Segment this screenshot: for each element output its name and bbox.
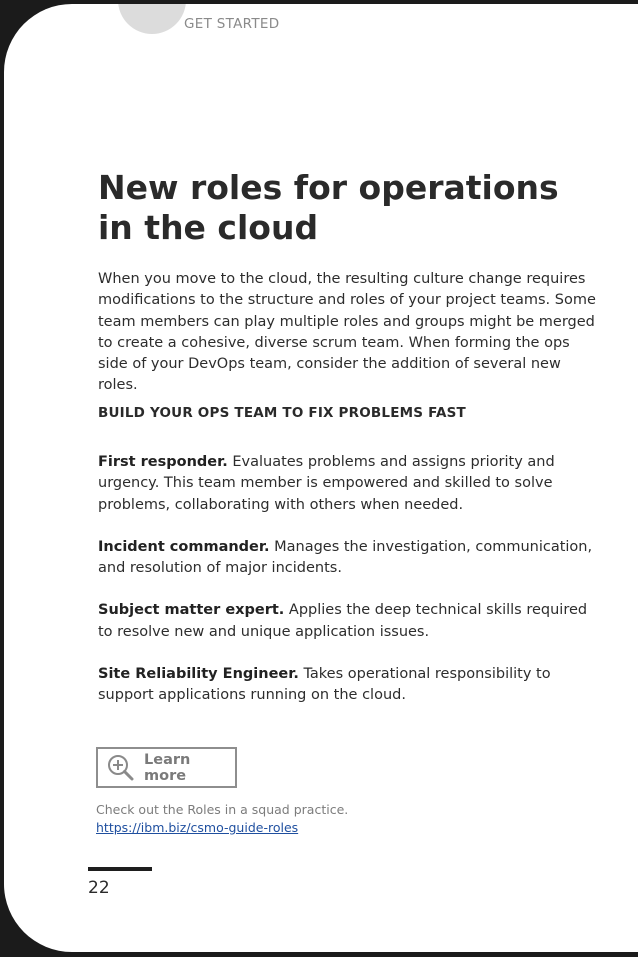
role-description: Takes operational responsibility to support applications running on the cloud.	[98, 666, 551, 704]
section-tab-circle	[118, 4, 186, 34]
roles-list	[98, 452, 598, 728]
learn-more-label: Learn more	[144, 751, 191, 784]
page-title: New roles for operations in the cloud	[98, 168, 559, 247]
roles-guide-link[interactable]: https://ibm.biz/csmo-guide-roles	[96, 820, 299, 835]
document-page	[4, 4, 638, 952]
learn-more-button[interactable]	[96, 747, 237, 788]
role-description: Manages the investigation, communication, and resolution of major incidents.	[98, 538, 593, 577]
role-name: Subject matter expert.	[98, 602, 285, 619]
role-subject-matter-expert	[98, 600, 598, 643]
intro-paragraph: When you move to the cloud, the resulting culture change requires modifications to the structure and roles of your project teams. Some team members can play multiple roles and groups might be merged to create a cohesive, diverse scrum team. When forming the ops side of your DevOps team, consider the addition of several new roles.	[98, 271, 596, 394]
section-label: GET STARTED	[184, 16, 280, 32]
role-name: First responder.	[98, 454, 228, 470]
role-incident-commander	[98, 537, 598, 580]
page-number-rule	[88, 867, 152, 871]
role-name: Incident commander.	[98, 538, 270, 555]
role-description: Applies the deep technical skills required to resolve new and unique application issues.	[98, 602, 588, 640]
section-subheading: BUILD YOUR OPS TEAM TO FIX PROBLEMS FAST	[98, 405, 466, 421]
page-number: 22	[88, 878, 110, 898]
learn-more-note: Check out the Roles in a squad practice.	[96, 802, 349, 817]
zoom-in-icon	[106, 753, 136, 783]
role-site-reliability-engineer	[98, 664, 598, 707]
role-name: Site Reliability Engineer.	[98, 666, 299, 683]
role-first-responder	[98, 452, 598, 516]
role-description: Evaluates problems and assigns priority and urgency. This team member is empowered and skilled to solve problems, collaborating with others when needed.	[98, 454, 555, 513]
